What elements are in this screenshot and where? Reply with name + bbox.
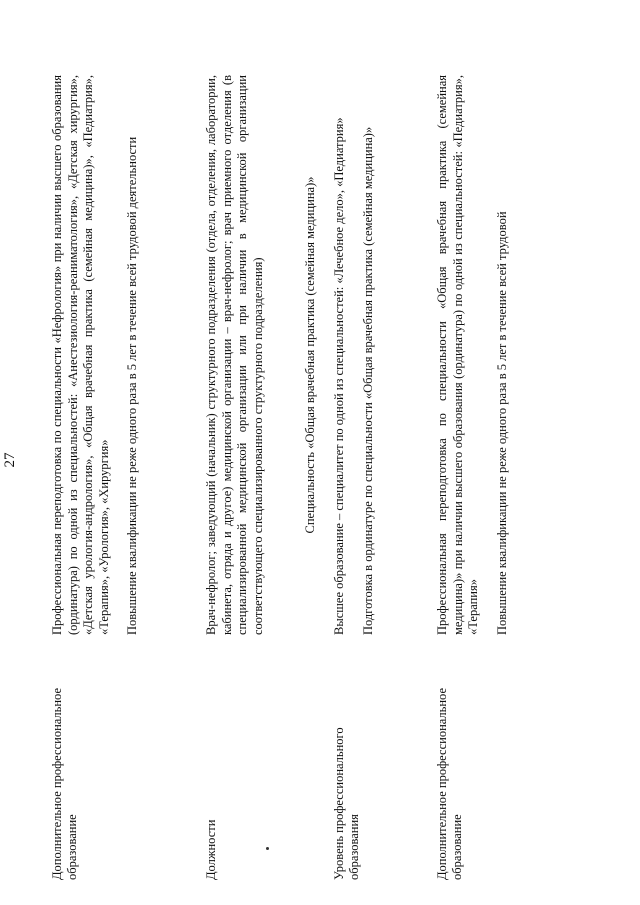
row-text (435, 75, 523, 635)
row-label: Должности (204, 819, 218, 880)
paragraph: Высшее образование – специалитет по одной из специальностей: «Лечебное дело», «Педиатрия» (332, 117, 346, 635)
row-label: Дополнительное профессиональное образование (435, 688, 464, 880)
row-text (332, 75, 389, 635)
paragraph: Повышение квалификации не реже одного раза в 5 лет в течение всей трудовой деятельности (125, 136, 140, 635)
paragraph: Профессиональная переподготовка по специальности «Нефрология» при наличии высшего образования (ординатура) по одной из специальностей: «Анестезиология-реаниматология», «Детская хирургия», «Детская урология-андрология», «Общая врачебная практика (семейная медицина)», «Педиатрия», «Терапия», «Урология», «Хирургия» (50, 75, 111, 635)
section-heading: Специальность «Общая врачебная практика (семейная медицина)» (303, 176, 317, 534)
paragraph: Подготовка в ординатуре по специальности «Общая врачебная практика (семейная медицина)» (360, 126, 375, 635)
paragraph: Профессиональная переподготовка по специальности «Общая врачебная практика (семейная медицина)» при наличии высшего образования (ординатура) по одной из специальностей: «Педиатрия», «Терапия» (435, 75, 481, 635)
rotated-content (2, 30, 610, 890)
paragraph: Повышение квалификации не реже одного раза в 5 лет в течение всей трудовой (494, 211, 509, 635)
row-label: Дополнительное профессиональное образование (50, 688, 79, 880)
scan-speck (266, 847, 269, 850)
page-number: 27 (2, 452, 18, 468)
paragraph: Врач-нефролог; заведующий (начальник) структурного подразделения (отдела, отделения, лаборатории, кабинета, отряда и другое) медицинской организации – врач-нефролог; врач приемного отделения (в специализированной медицинской организации или при наличии в медицинской организации соответствующего специализированного структурного подразделения) (204, 75, 265, 635)
row-text (50, 75, 154, 635)
row-label: Уровень профессионального образования (332, 727, 361, 880)
row-text (204, 75, 279, 635)
